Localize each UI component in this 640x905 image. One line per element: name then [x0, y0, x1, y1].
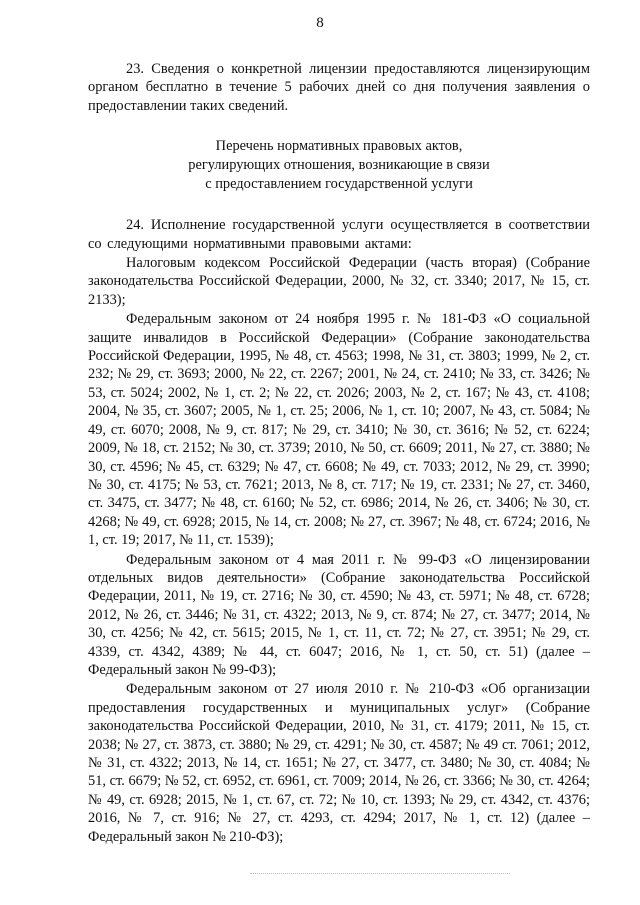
document-body [88, 60, 590, 847]
section-heading-line-1: Перечень нормативных правовых актов, [215, 138, 463, 155]
paragraph-24: 24. Исполнение государственной услуги осуществляется в соответствии со следующими нормативными правовыми актами: [88, 217, 590, 252]
page-bottom-divider [250, 873, 510, 874]
section-heading-line-2: регулирующих отношения, возникающие в связи [188, 157, 490, 174]
paragraph-23: 23. Сведения о конкретной лицензии предоставляются лицензирующим органом бесплатно в течение 5 рабочих дней со дня получения заявления о предоставлении таких сведений. [88, 61, 590, 114]
page-number: 8 [316, 15, 324, 31]
section-heading [88, 137, 590, 194]
section-heading-line-3: с предоставлением государственной услуги [205, 176, 473, 193]
paragraph-tax-code: Налоговым кодексом Российской Федерации (часть вторая) (Собрание законодательства Российской Федерации, 2000, № 32, ст. 3340; 2017, № 15, ст. 2133); [88, 255, 590, 308]
paragraph-law-210: Федеральным законом от 27 июля 2010 г. № 210-ФЗ «Об организации предоставления государственных и муниципальных услуг» (Собрание законодательства Российской Федерации, 2010, № 31, ст. 4179; 2011, № 15, ст. 2038; № 27, ст. 3873, ст. 3880; № 29, ст. 4291; № 30, ст. 4587; № 49 ст. 7061; 2012, № 31, ст. 4322; 2013, № 14, ст. 1651; № 27, ст. 3477, ст. 3480; № 30, ст. 4084; № 51, ст. 6679; № 52, ст. 6952, ст. 6961, ст. 7009; 2014, № 26, ст. 3366; № 30, ст. 4264; № 49, ст. 6928; 2015, № 1, ст. 67, ст. 72; № 10, ст. 1393; № 29, ст. 4342, ст. 4376; 2016, № 7, ст. 916; № 27, ст. 4293, ст. 4294; 2017, № 1, ст. 12) (далее – Федеральный закон № 210-ФЗ); [88, 681, 590, 845]
paragraph-law-99: Федеральным законом от 4 мая 2011 г. № 99-ФЗ «О лицензировании отдельных видов деятельности» (Собрание законодательства Российской Федерации, 2011, № 19, ст. 2716; № 30, ст. 4590; № 43, ст. 5971; № 48, ст. 6728; 2012, № 26, ст. 3446; № 31, ст. 4322; 2013, № 9, ст. 874; № 27, ст. 3477; 2014, № 30, ст. 4256; № 42, ст. 5615; 2015, № 1, ст. 11, ст. 72; № 27, ст. 3951; № 29, ст. 4339, ст. 4342, 4389; № 44, ст. 6047; 2016, № 1, ст. 50, ст. 51) (далее – Федеральный закон № 99-ФЗ); [88, 551, 590, 678]
paragraph-law-181: Федеральным законом от 24 ноября 1995 г. № 181-ФЗ «О социальной защите инвалидов в Российской Федерации» (Собрание законодательства Российской Федерации, 1995, № 48, ст. 4563; 1998, № 31, ст. 3803; 1999, № 2, ст. 232; № 29, ст. 3693; 2000, № 22, ст. 2267; 2001, № 24, ст. 2410; № 33, ст. 3426; № 53, ст. 5024; 2002, № 1, ст. 2; № 22, ст. 2026; 2003, № 2, ст. 167; № 43, ст. 4108; 2004, № 35, ст. 3607; 2005, № 1, ст. 25; 2006, № 1, ст. 10; 2007, № 43, ст. 5084; № 49, ст. 6070; 2008, № 9, ст. 817; № 29, ст. 3410; № 30, ст. 3616; № 52, ст. 6224; 2009, № 18, ст. 2152; № 30, ст. 3739; 2010, № 50, ст. 6609; 2011, № 27, ст. 3880; № 30, ст. 4596; № 45, ст. 6329; № 47, ст. 6608; № 49, ст. 7033; 2012, № 29, ст. 3990; № 30, ст. 4175; № 53, ст. 7621; 2013, № 8, ст. 717; № 19, ст. 2331; № 27, ст. 3460, ст. 3475, ст. 3477; № 48, ст. 6160; № 52, ст. 6986; 2014, № 26, ст. 3406; № 30, ст. 4268; № 49, ст. 6928; 2015, № 14, ст. 2008; № 27, ст. 3967; № 48, ст. 6724; 2016, № 1, ст. 19; 2017, № 11, ст. 1539); [88, 311, 590, 549]
